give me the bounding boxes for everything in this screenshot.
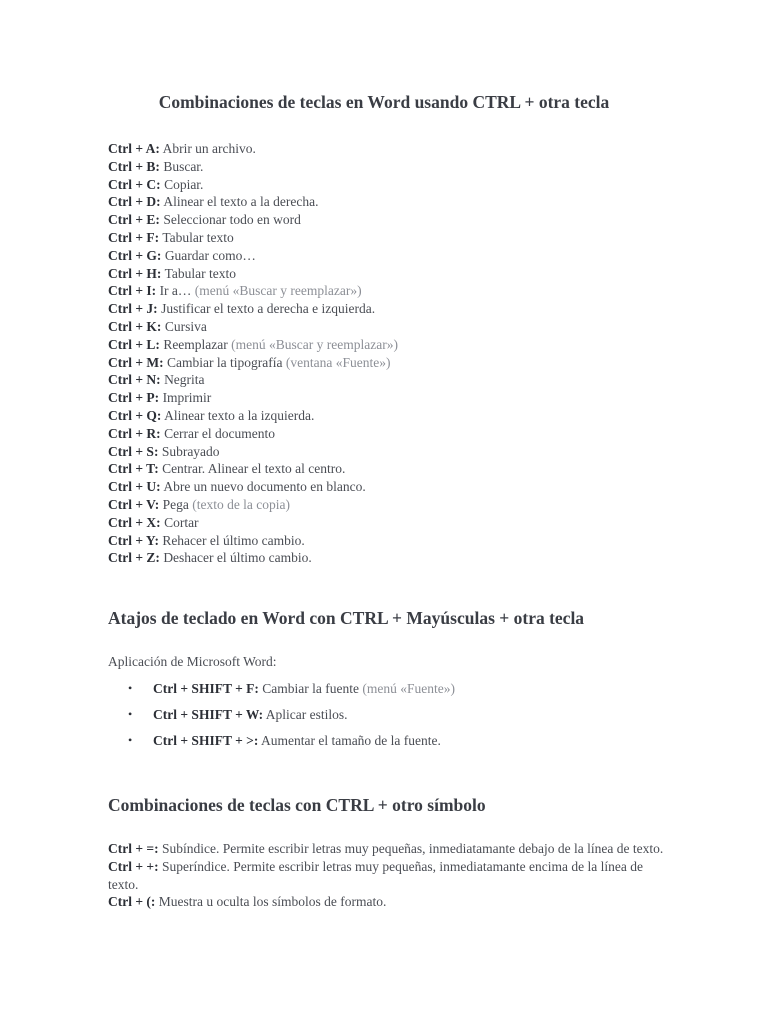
shortcut-line (108, 389, 398, 407)
shortcut-line (108, 371, 398, 389)
symbol-shortcut-line (108, 840, 668, 858)
shortcut-note: (ventana «Fuente») (282, 354, 391, 370)
shortcut-key: Ctrl + U: (108, 479, 161, 495)
shortcut-line (108, 282, 398, 300)
shortcut-key: Ctrl + A: (108, 141, 160, 156)
shortcut-key: Ctrl + Z: (108, 550, 160, 566)
shift-shortcut-list (128, 680, 455, 757)
shortcut-key: Ctrl + T: (108, 461, 159, 477)
shortcut-key: Ctrl + Y: (108, 532, 159, 548)
shortcut-description: Subrayado (158, 443, 220, 459)
shortcut-line (108, 336, 398, 354)
shortcut-description: Alinear el texto a la derecha. (160, 194, 319, 210)
shortcut-description: Buscar. (159, 158, 204, 174)
shortcut-line (108, 318, 398, 336)
shortcut-key: Ctrl + SHIFT + >: (153, 732, 259, 748)
shortcut-description: Tabular texto (161, 265, 236, 281)
shortcut-key: Ctrl + B: (108, 158, 160, 174)
page-title: Combinaciones de teclas en Word usando CTRL + otra tecla (158, 92, 610, 112)
shortcut-description: Deshacer el último cambio. (159, 550, 312, 566)
section-heading-symbol: Combinaciones de teclas con CTRL + otro símbolo (108, 795, 486, 815)
bullet-item (128, 680, 455, 706)
shortcut-key: Ctrl + X: (108, 514, 161, 530)
symbol-shortcut-line (108, 858, 668, 894)
shortcut-description: Superíndice. Permite escribir letras muy pequeñas, inmediatamante encima de la línea de texto. (108, 858, 643, 892)
shortcut-note: (texto de la copia) (188, 496, 291, 512)
section-intro: Aplicación de Microsoft Word: (108, 654, 277, 669)
shortcut-description: Centrar. Alinear el texto al centro. (158, 461, 346, 477)
shortcut-line (108, 158, 398, 176)
shortcut-line (108, 176, 398, 194)
bullet-icon: • (128, 681, 133, 695)
bullet-item (128, 706, 455, 732)
shortcut-key: Ctrl + Q: (108, 407, 162, 423)
shortcut-key: Ctrl + V: (108, 496, 160, 512)
shortcut-line (108, 354, 398, 372)
shortcut-key: Ctrl + SHIFT + W: (153, 706, 264, 722)
shortcut-description: Aplicar estilos. (263, 706, 348, 722)
bullet-item (128, 732, 455, 758)
shortcut-key: Ctrl + C: (108, 176, 161, 192)
shortcut-line (108, 247, 398, 265)
bullet-icon: • (128, 732, 133, 747)
shortcut-description: Ir a… (156, 283, 192, 299)
shortcut-key: Ctrl + P: (108, 390, 160, 406)
shortcut-line (108, 443, 398, 461)
shortcut-line (108, 549, 398, 567)
shortcut-description: Aumentar el tamaño de la fuente. (258, 732, 441, 748)
shortcut-line (108, 265, 398, 283)
shortcut-key: Ctrl + +: (108, 858, 159, 874)
shortcut-key: Ctrl + K: (108, 318, 162, 334)
shortcut-key: Ctrl + F: (108, 229, 160, 245)
shortcut-key: Ctrl + L: (108, 336, 160, 352)
shortcut-description: Justificar el texto a derecha e izquierda. (157, 301, 376, 317)
shortcut-key: Ctrl + D: (108, 194, 161, 210)
shortcut-description: Cortar (160, 514, 199, 530)
shortcut-key: Ctrl + H: (108, 265, 162, 281)
shortcut-key: Ctrl + R: (108, 425, 161, 441)
shortcut-key: Ctrl + SHIFT + F: (153, 681, 259, 696)
ctrl-shortcut-list (108, 140, 398, 567)
shortcut-note: (menú «Fuente») (358, 681, 455, 696)
shortcut-description: Cambiar la tipografía (163, 354, 283, 370)
shortcut-description: Guardar como… (161, 247, 256, 263)
shortcut-description: Subíndice. Permite escribir letras muy pequeñas, inmediatamante debajo de la línea de texto. (158, 841, 664, 856)
shortcut-key: Ctrl + G: (108, 247, 162, 263)
shortcut-key: Ctrl + =: (108, 841, 159, 856)
shortcut-key: Ctrl + N: (108, 372, 161, 388)
shortcut-line (108, 532, 398, 550)
symbol-shortcut-list (108, 840, 668, 911)
bullet-icon: • (128, 706, 133, 721)
shortcut-description: Cerrar el documento (160, 425, 276, 441)
shortcut-description: Abrir un archivo. (159, 141, 256, 156)
shortcut-line (108, 229, 398, 247)
shortcut-description: Copiar. (160, 176, 204, 192)
shortcut-key: Ctrl + E: (108, 212, 160, 228)
shortcut-description: Negrita (160, 372, 205, 388)
shortcut-description: Tabular texto (159, 229, 234, 245)
shortcut-description: Cambiar la fuente (258, 681, 359, 696)
shortcut-note: (menú «Buscar y reemplazar») (191, 283, 362, 299)
shortcut-key: Ctrl + (: (108, 894, 156, 910)
shortcut-description: Seleccionar todo en word (159, 212, 301, 228)
shortcut-description: Rehacer el último cambio. (158, 532, 305, 548)
shortcut-description: Alinear texto a la izquierda. (161, 407, 315, 423)
shortcut-key: Ctrl + J: (108, 301, 158, 317)
shortcut-description: Pega (159, 496, 189, 512)
shortcut-key: Ctrl + S: (108, 443, 159, 459)
shortcut-line (108, 496, 398, 514)
shortcut-line (108, 300, 398, 318)
shortcut-key: Ctrl + M: (108, 354, 164, 370)
shortcut-description: Cursiva (161, 318, 207, 334)
shortcut-description: Muestra u oculta los símbolos de formato. (155, 894, 387, 910)
shortcut-line (108, 407, 398, 425)
shortcut-description: Reemplazar (159, 336, 228, 352)
shortcut-line (108, 478, 398, 496)
shortcut-line (108, 193, 398, 211)
shortcut-note: (menú «Buscar y reemplazar») (227, 336, 398, 352)
shortcut-line (108, 140, 398, 158)
shortcut-line (108, 460, 398, 478)
shortcut-description: Abre un nuevo documento en blanco. (160, 479, 366, 495)
shortcut-line (108, 211, 398, 229)
shortcut-line (108, 514, 398, 532)
symbol-shortcut-line (108, 893, 668, 911)
section-heading-shift: Atajos de teclado en Word con CTRL + Mayúsculas + otra tecla (108, 608, 585, 628)
shortcut-line (108, 425, 398, 443)
shortcut-description: Imprimir (159, 390, 212, 406)
shortcut-key: Ctrl + I: (108, 283, 157, 299)
